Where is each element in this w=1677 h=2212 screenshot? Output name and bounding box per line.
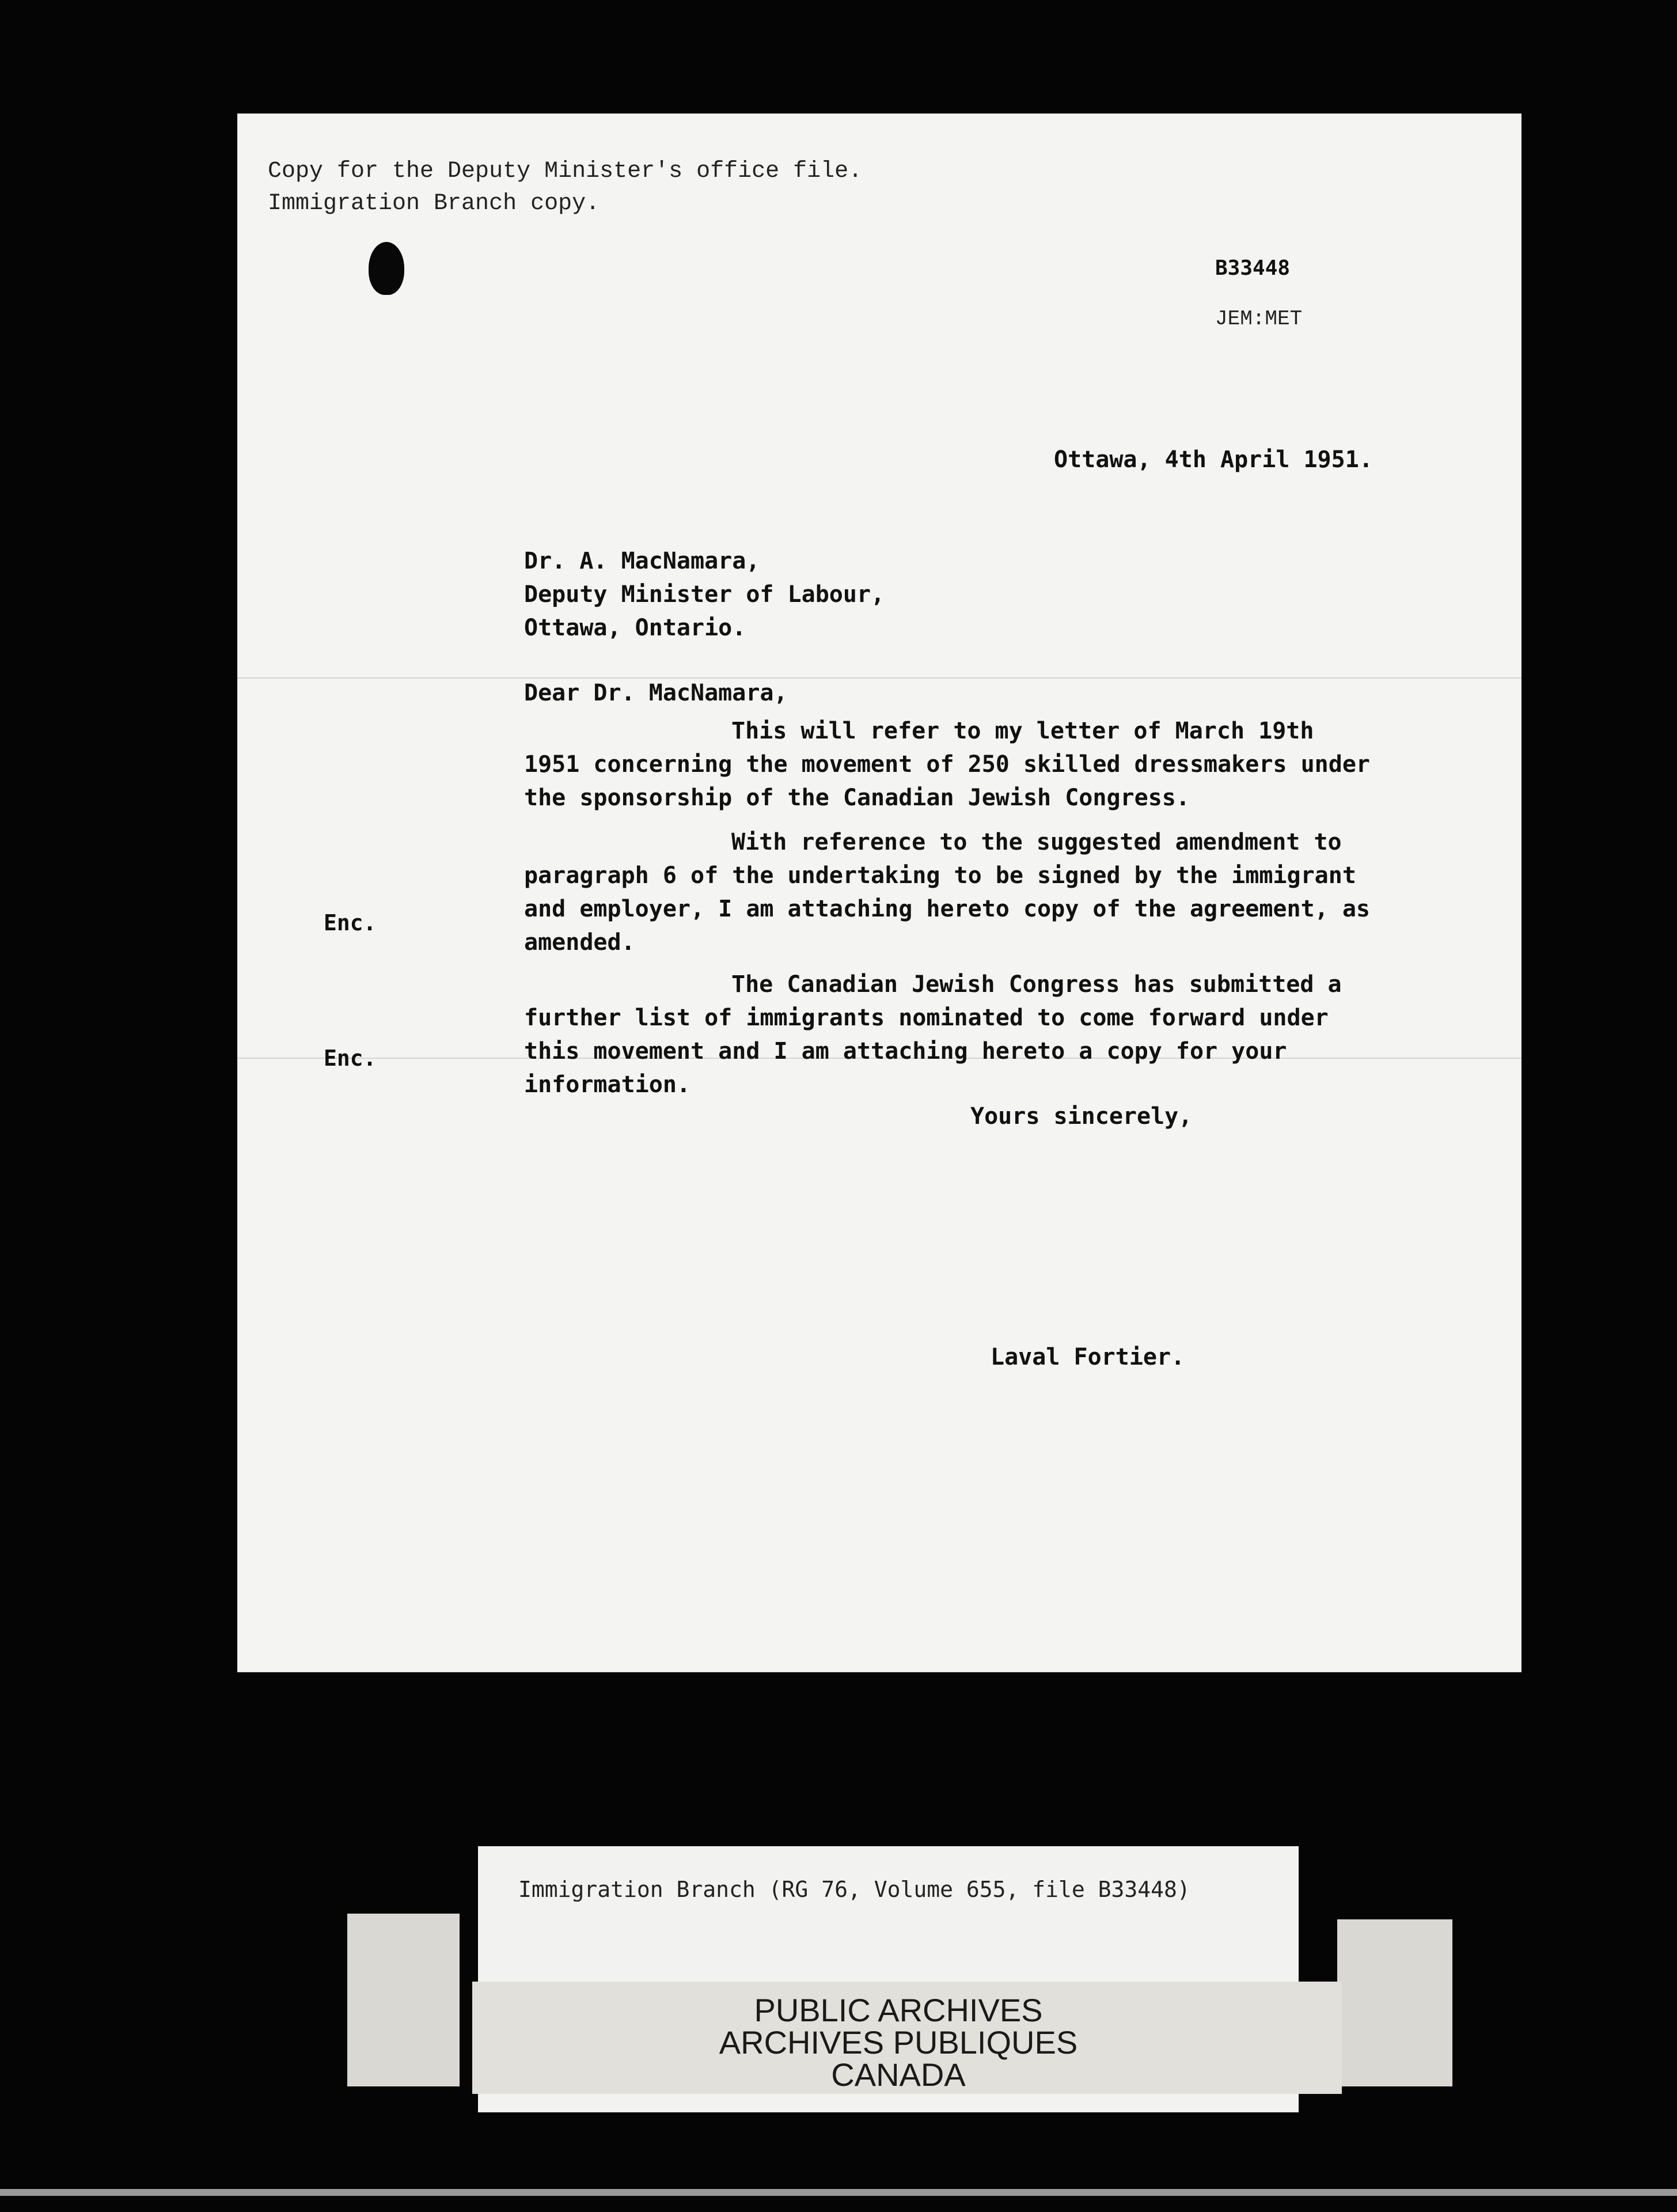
salutation: Dear Dr. MacNamara,: [524, 680, 788, 706]
tape-piece: [347, 1914, 460, 2086]
body-paragraph: The Canadian Jewish Congress has submitted a further list of immigrants nominated to come forward under this movement and I am attaching hereto a copy for your information.: [524, 971, 1342, 1098]
body-paragraph: With reference to the suggested amendment to paragraph 6 of the undertaking to be signed by the immigrant and employer, I am attaching hereto copy of the agreement, as amended.: [524, 829, 1371, 956]
recipient-line: Dr. A. MacNamara,: [524, 548, 760, 574]
recipient-line: Ottawa, Ontario.: [524, 615, 746, 641]
file-copy-notes: [268, 156, 862, 220]
enclosure-mark: Enc.: [324, 1046, 377, 1071]
typist-initials: JEM:MET: [1215, 307, 1303, 331]
body-paragraph: This will refer to my letter of March 19th 1951 concerning the movement of 250 skilled dressmakers under the sponsorship of the Canadian Jewish Congress.: [524, 718, 1371, 811]
file-copy-note-line: Copy for the Deputy Minister's office file.: [268, 158, 863, 184]
enclosure-mark: Enc.: [324, 910, 377, 935]
fold-line: [237, 677, 1522, 679]
closing: Yours sincerely,: [970, 1103, 1193, 1130]
punch-hole: [369, 242, 404, 295]
archives-stamp: [668, 1994, 1129, 2091]
stamp-line: CANADA: [831, 2056, 966, 2093]
dateline: Ottawa, 4th April 1951.: [1054, 446, 1373, 473]
archive-reference: Immigration Branch (RG 76, Volume 655, file B33448): [518, 1877, 1190, 1902]
film-edge: [0, 2189, 1677, 2196]
recipient-address: [524, 544, 885, 645]
stamp-line: ARCHIVES PUBLIQUES: [719, 2024, 1078, 2061]
tape-piece: [1337, 1919, 1452, 2086]
file-copy-note-line: Immigration Branch copy.: [268, 191, 600, 217]
stamp-line: PUBLIC ARCHIVES: [754, 1992, 1043, 2028]
file-reference: B33448: [1215, 256, 1291, 280]
signatory: Laval Fortier.: [991, 1344, 1185, 1370]
recipient-line: Deputy Minister of Labour,: [524, 581, 885, 608]
